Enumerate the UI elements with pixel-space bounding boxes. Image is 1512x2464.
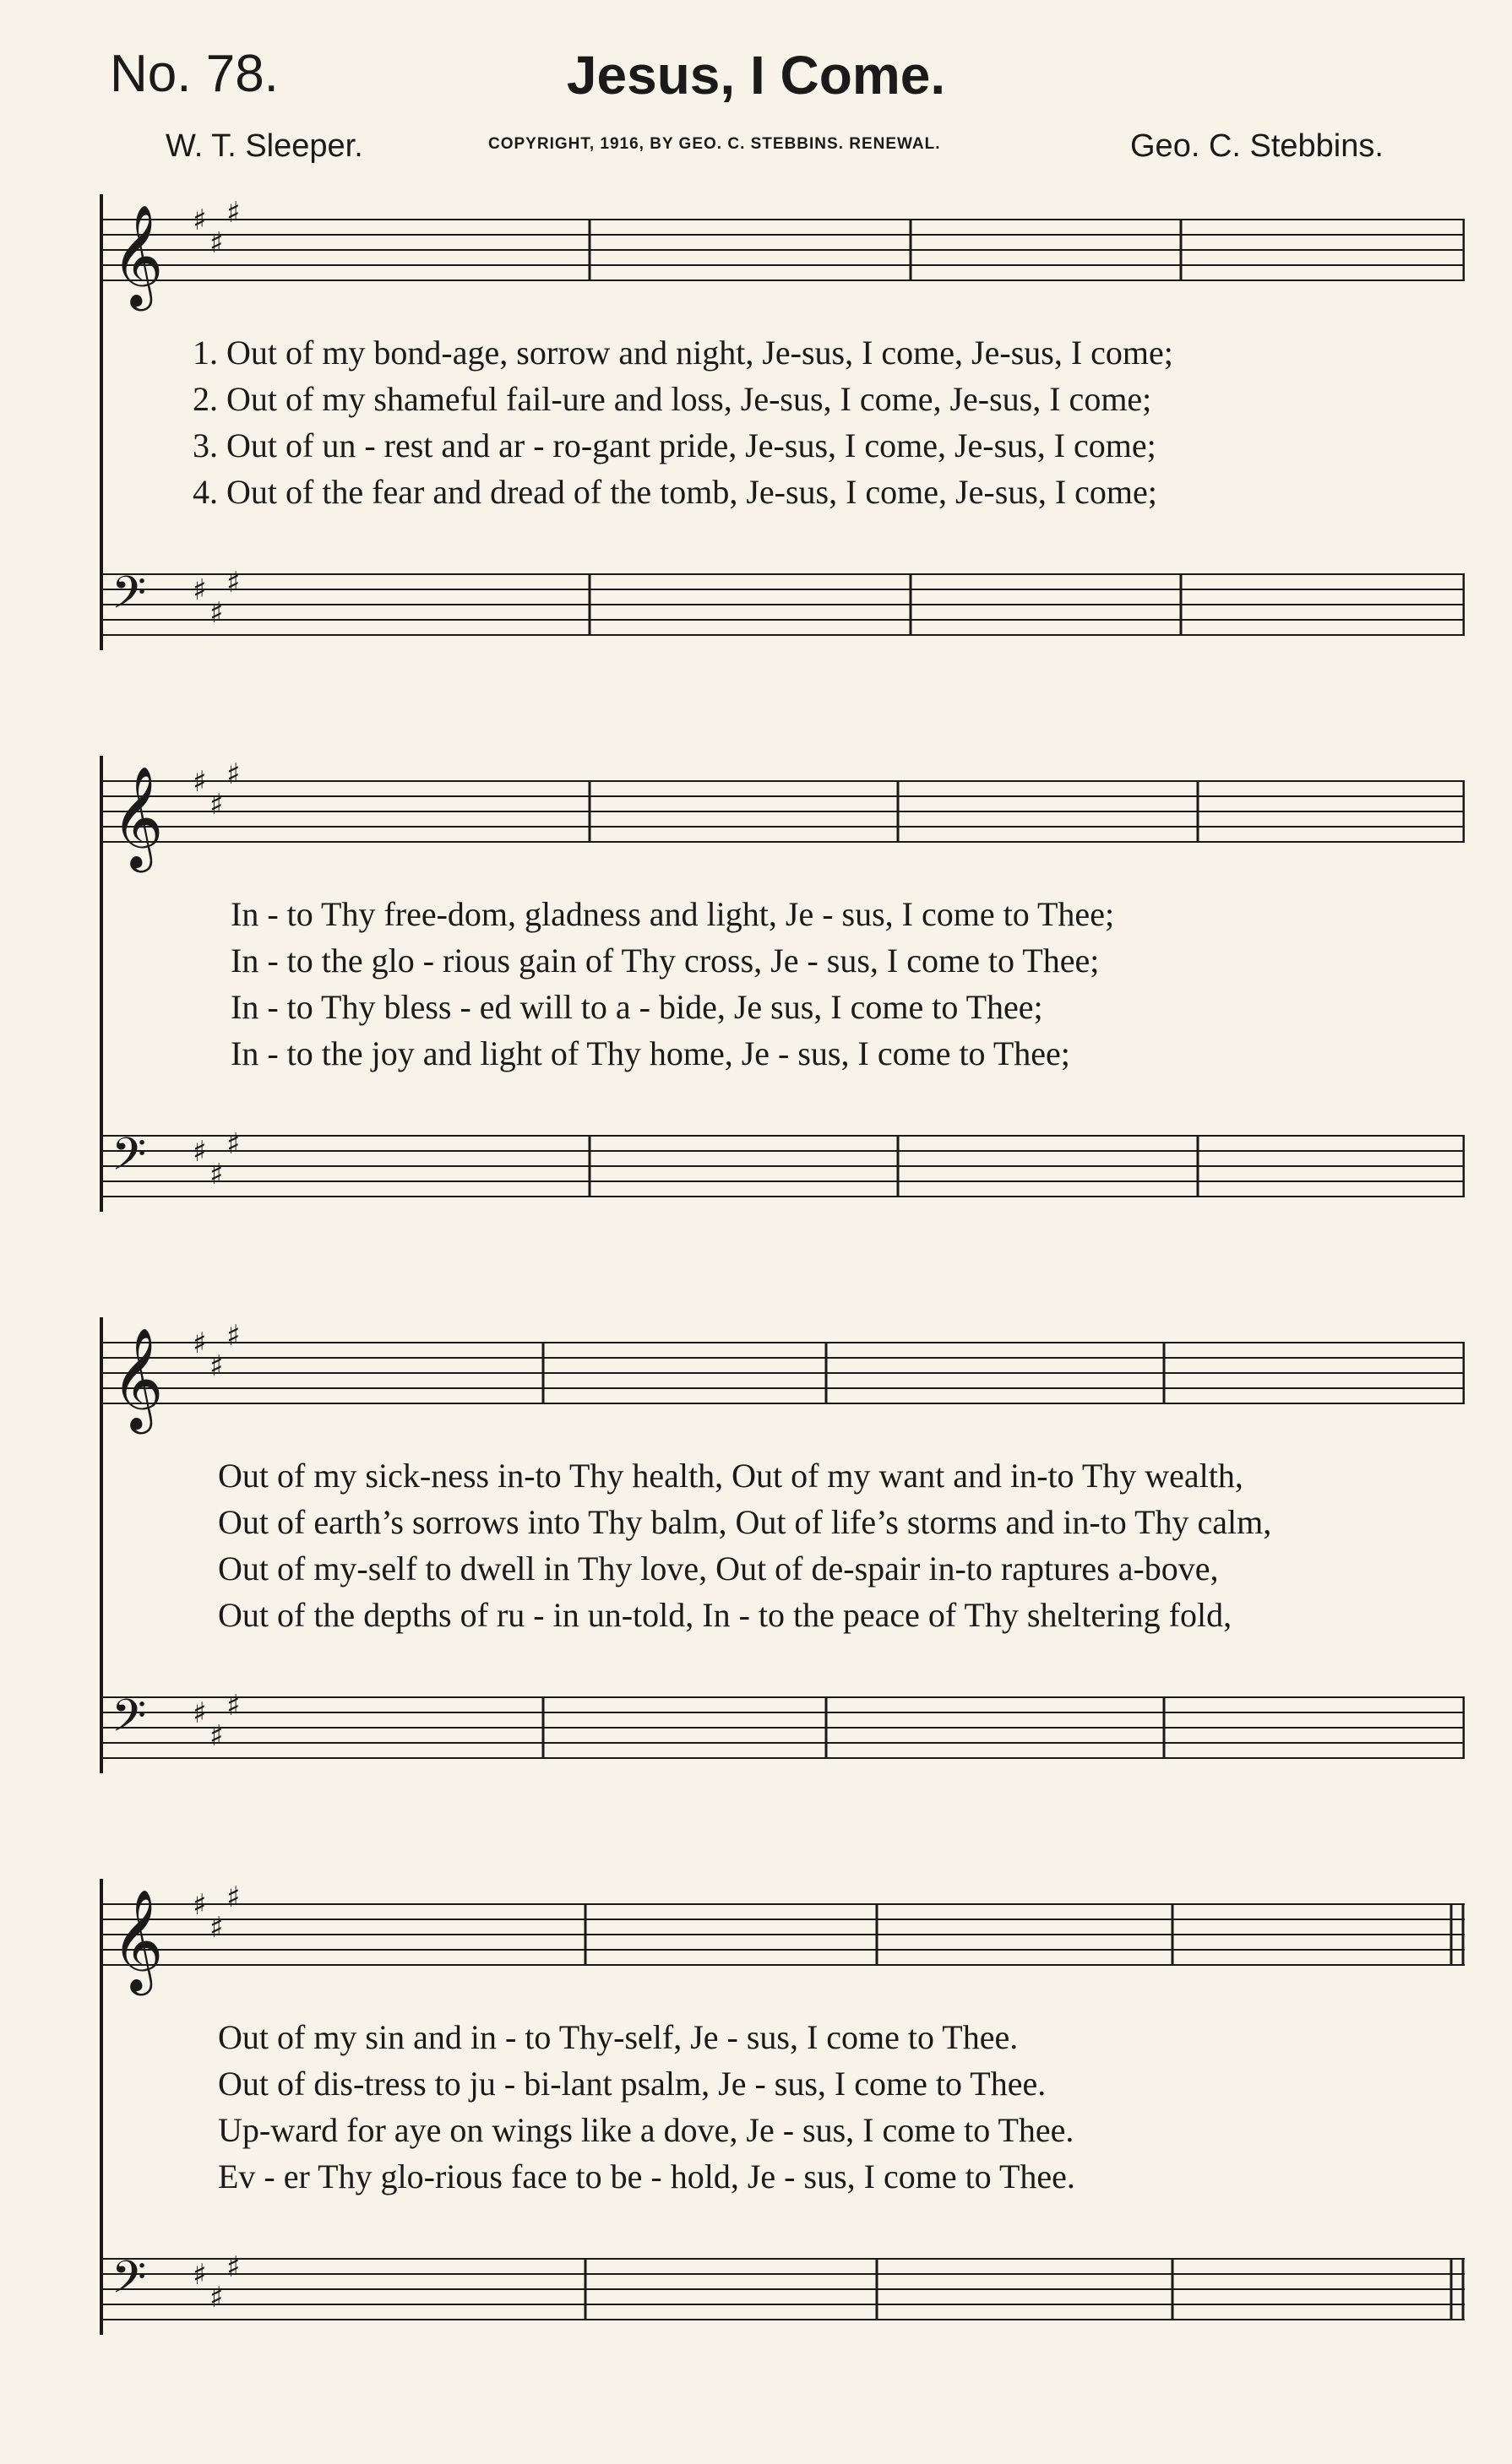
copyright-notice: COPYRIGHT, 1916, BY GEO. C. STEBBINS. RENEWAL. bbox=[488, 135, 941, 153]
svg-text:♯: ♯ bbox=[209, 1349, 224, 1383]
lyric-verse-2: Out of dis-tress to ju - bi-lant psalm, Je - sus, I come to Thee. bbox=[218, 2065, 1047, 2103]
svg-text:𝄢: 𝄢 bbox=[111, 567, 147, 630]
svg-text:♯: ♯ bbox=[209, 788, 224, 822]
treble-staff bbox=[100, 1317, 1465, 1444]
svg-text:𝄞: 𝄞 bbox=[111, 1327, 164, 1430]
svg-text:♯: ♯ bbox=[193, 204, 207, 237]
svg-text:♯: ♯ bbox=[209, 226, 224, 260]
svg-text:♯: ♯ bbox=[193, 2258, 207, 2292]
hymn-header bbox=[0, 0, 1512, 169]
svg-text:♯: ♯ bbox=[193, 573, 207, 607]
svg-text:♯: ♯ bbox=[209, 1719, 224, 1753]
lyric-verse-2: Out of earth’s sorrows into Thy balm, Out of life’s storms and in-to Thy calm, bbox=[218, 1503, 1272, 1541]
hymn-title: Jesus, I Come. bbox=[566, 45, 946, 106]
svg-text:♯: ♯ bbox=[193, 1888, 207, 1922]
music-system-4 bbox=[100, 1862, 1465, 2385]
lyric-verse-3: Out of my-self to dwell in Thy love, Out of de-spair in-to raptures a-bove, bbox=[218, 1549, 1219, 1587]
svg-text:𝄞: 𝄞 bbox=[111, 765, 164, 868]
lyrics-block bbox=[100, 891, 1512, 1077]
treble-staff bbox=[100, 756, 1465, 882]
svg-text:♯: ♯ bbox=[226, 1689, 241, 1723]
lyric-verse-2: In - to the glo - rious gain of Thy cross, Je - sus, I come to Thee; bbox=[231, 942, 1100, 980]
lyric-verse-4: Ev - er Thy glo-rious face to be - hold, Je - sus, I come to Thee. bbox=[218, 2157, 1075, 2195]
treble-staff bbox=[100, 1879, 1465, 2005]
svg-text:𝄢: 𝄢 bbox=[111, 1691, 147, 1753]
svg-text:♯: ♯ bbox=[209, 1158, 224, 1191]
svg-text:♯: ♯ bbox=[226, 566, 241, 600]
lyric-verse-2: 2. Out of my shameful fail-ure and loss, Je-sus, I come, Je-sus, I come; bbox=[193, 380, 1152, 418]
svg-text:𝄢: 𝄢 bbox=[111, 1129, 147, 1191]
lyric-verse-4: 4. Out of the fear and dread of the tomb, Je-sus, I come, Je-sus, I come; bbox=[193, 473, 1157, 511]
bass-staff bbox=[100, 2233, 1465, 2360]
svg-text:♯: ♯ bbox=[193, 1135, 207, 1169]
lyric-verse-4: Out of the depths of ru - in un-told, In - to the peace of Thy sheltering fold, bbox=[218, 1596, 1232, 1634]
svg-text:♯: ♯ bbox=[209, 1911, 224, 1945]
svg-text:♯: ♯ bbox=[193, 1696, 207, 1730]
hymn-number: No. 78. bbox=[110, 45, 279, 103]
svg-text:♯: ♯ bbox=[226, 757, 241, 791]
music-system-1 bbox=[100, 177, 1465, 701]
composer-credit: Geo. C. Stebbins. bbox=[1130, 128, 1384, 164]
svg-text:♯: ♯ bbox=[209, 2281, 224, 2315]
bass-staff bbox=[100, 1672, 1465, 1799]
lyrics-block bbox=[100, 1452, 1512, 1638]
svg-text:♯: ♯ bbox=[226, 1319, 241, 1353]
svg-text:♯: ♯ bbox=[193, 1327, 207, 1360]
svg-text:♯: ♯ bbox=[209, 596, 224, 630]
svg-text:♯: ♯ bbox=[226, 2250, 241, 2284]
svg-text:♯: ♯ bbox=[226, 1127, 241, 1161]
treble-staff bbox=[100, 194, 1465, 321]
svg-text:𝄢: 𝄢 bbox=[111, 2252, 147, 2315]
lyric-verse-3: Up-ward for aye on wings like a dove, Je - sus, I come to Thee. bbox=[218, 2111, 1074, 2149]
lyric-verse-1: Out of my sin and in - to Thy-self, Je - sus, I come to Thee. bbox=[218, 2018, 1019, 2056]
lyric-verse-3: 3. Out of un - rest and ar - ro-gant pride, Je-sus, I come, Je-sus, I come; bbox=[193, 426, 1156, 464]
lyric-verse-1: 1. Out of my bond-age, sorrow and night, Je-sus, I come, Je-sus, I come; bbox=[193, 334, 1173, 372]
music-system-3 bbox=[100, 1300, 1465, 1824]
lyricist-credit: W. T. Sleeper. bbox=[166, 128, 363, 164]
svg-text:♯: ♯ bbox=[193, 765, 207, 799]
svg-text:♯: ♯ bbox=[226, 1881, 241, 1914]
lyric-verse-1: Out of my sick-ness in-to Thy health, Out of my want and in-to Thy wealth, bbox=[218, 1457, 1243, 1495]
lyrics-block bbox=[100, 329, 1512, 515]
lyric-verse-3: In - to Thy bless - ed will to a - bide, Je sus, I come to Thee; bbox=[231, 988, 1043, 1026]
svg-text:♯: ♯ bbox=[226, 196, 241, 230]
lyric-verse-4: In - to the joy and light of Thy home, Je - sus, I come to Thee; bbox=[231, 1034, 1070, 1072]
music-system-2 bbox=[100, 739, 1465, 1262]
lyric-verse-1: In - to Thy free-dom, gladness and light, Je - sus, I come to Thee; bbox=[231, 895, 1115, 933]
svg-text:𝄞: 𝄞 bbox=[111, 1888, 164, 1991]
bass-staff bbox=[100, 549, 1465, 676]
svg-text:𝄞: 𝄞 bbox=[111, 204, 164, 307]
bass-staff bbox=[100, 1110, 1465, 1237]
lyrics-block bbox=[100, 2014, 1512, 2200]
